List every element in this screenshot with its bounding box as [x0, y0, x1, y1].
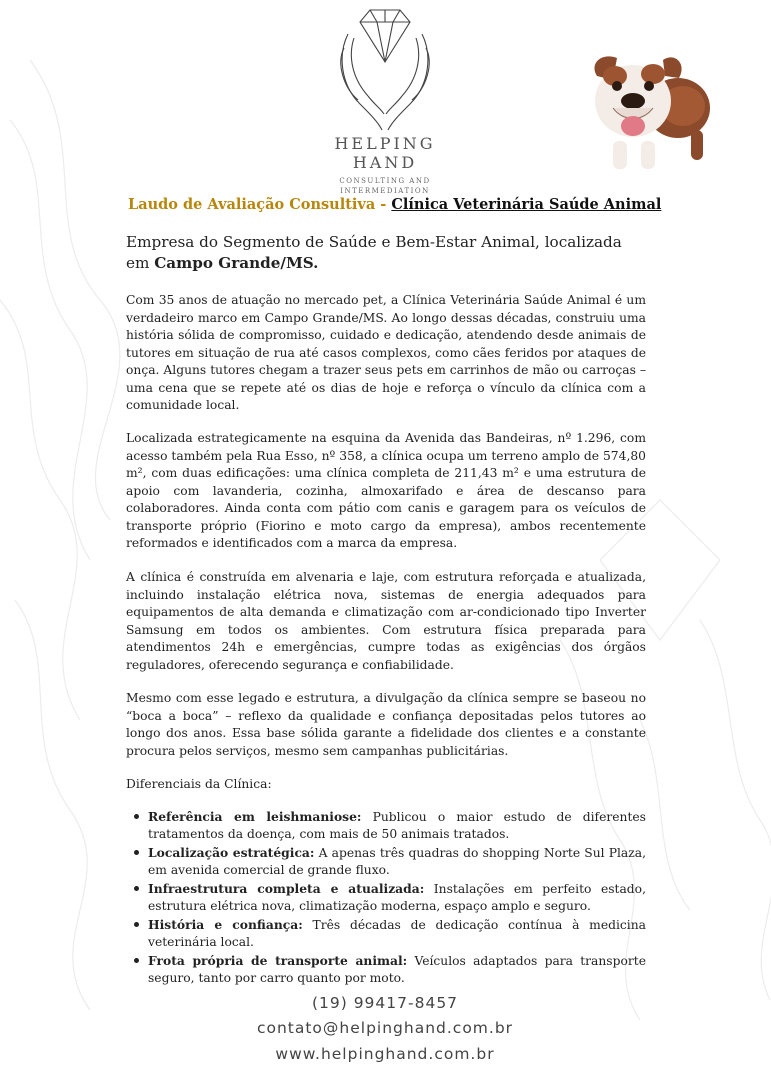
list-item — [130, 844, 646, 879]
bullet-icon — [134, 814, 139, 819]
report-heading — [128, 196, 662, 213]
list-item-text: Três décadas de dedicação contínua à medicina veterinária local. — [148, 918, 646, 949]
hands-diamond-icon — [330, 4, 440, 132]
bullet-icon — [134, 850, 139, 855]
contact-phone[interactable]: (19) 99417-8457 — [311, 994, 459, 1012]
helping-hand-logo — [300, 4, 470, 195]
contact-website[interactable]: www.helpinghand.com.br — [275, 1045, 495, 1063]
list-item-label: Referência em leishmaniose: — [148, 809, 362, 824]
list-item-text: Publicou o maior estudo de diferentes tratamentos da doença, com mais de 50 animais tratados. — [148, 810, 646, 841]
brand-subtitle-line2: INTERMEDIATION — [340, 187, 430, 195]
report-heading-prefix: Laudo de Avaliação Consultiva - — [128, 196, 392, 213]
list-item-text: Instalações em perfeito estado, estrutura elétrica nova, climatização moderna, espaço amplo e seguro. — [148, 882, 646, 913]
differentials-list — [130, 808, 646, 988]
brand-subtitle — [300, 176, 470, 196]
list-item-label: Localização estratégica: — [148, 845, 315, 860]
intro-location: Campo Grande/MS. — [154, 254, 319, 272]
intro-statement — [126, 232, 646, 274]
paragraph-history: Com 35 anos de atuação no mercado pet, a Clínica Veterinária Saúde Animal é um verdadeiro marco em Campo Grande/MS. Ao longo dessas décadas, construiu uma história sólida de compromisso, cuidado e dedicação, atendendo desde animais de tutores em situação de rua até casos complexos, como cães feridos por ataques de onça. Alguns tutores chegam a trazer seus pets em carrinhos de mão ou carroças – uma cena que se repete até os dias de hoje e reforça o vínculo da clínica com a comunidade local. — [126, 293, 646, 412]
differentials-title: Diferenciais da Clínica: — [126, 777, 272, 791]
intro-text: Empresa do Segmento de Saúde e Bem-Estar Animal, localizada em — [126, 233, 622, 272]
bullet-icon — [134, 886, 139, 891]
list-item-text: Veículos adaptados para transporte seguro, tanto por carro quanto por moto. — [148, 954, 646, 985]
list-item — [130, 808, 646, 843]
bullet-icon — [134, 958, 139, 963]
contact-email[interactable]: contato@helpinghand.com.br — [256, 1019, 514, 1037]
paragraph-structure: A clínica é construída em alvenaria e laje, com estrutura reforçada e atualizada, incluindo instalação elétrica nova, sistemas de energia adequados para equipamentos de alta demanda e climatização com ar-condicionado tipo Inverter Samsung em todos os ambientes. Com estrutura física preparada para atendimentos 24h e emergências, cumpre todas as exigências dos órgãos reguladores, oferecendo segurança e confiabilidade. — [126, 570, 646, 672]
list-item-label: História e confiança: — [148, 917, 303, 932]
list-item-text: A apenas três quadras do shopping Norte Sul Plaza, em avenida comercial de grande fluxo. — [148, 846, 646, 877]
paragraph-location: Localizada estrategicamente na esquina da Avenida das Bandeiras, nº 1.296, com acesso também pela Rua Esso, nº 358, a clínica ocupa um terreno amplo de 574,80 m², com duas edificações: uma clínica completa de 211,43 m² e uma estrutura de apoio com lavanderia, cozinha, almoxarifado e área de descanso para colaboradores. Ainda conta com pátio com canis e garagem para os veículos de transporte próprio (Fiorino e moto cargo da empresa), ambos recentemente reformados e identificados com a marca da empresa. — [126, 431, 646, 550]
list-item — [130, 916, 646, 951]
brand-name: HELPING HAND — [334, 134, 436, 172]
bullet-icon — [134, 922, 139, 927]
list-item — [130, 952, 646, 987]
list-item-label: Infraestrutura completa e atualizada: — [148, 881, 425, 896]
paragraph-reputation: Mesmo com esse legado e estrutura, a divulgação da clínica sempre se baseou no “boca a boca” – reflexo da qualidade e confiança depositadas pelos tutores ao longo dos anos. Essa base sólida garante a fidelidade dos clientes e a constante procura pelos serviços, mesmo sem campanhas publicitárias. — [126, 691, 646, 758]
list-item-label: Frota própria de transporte animal: — [148, 953, 408, 968]
list-item — [130, 880, 646, 915]
bulldog-image — [583, 46, 718, 178]
brand-subtitle-line1: CONSULTING AND — [339, 177, 431, 185]
report-heading-title: Clínica Veterinária Saúde Animal — [391, 196, 662, 213]
